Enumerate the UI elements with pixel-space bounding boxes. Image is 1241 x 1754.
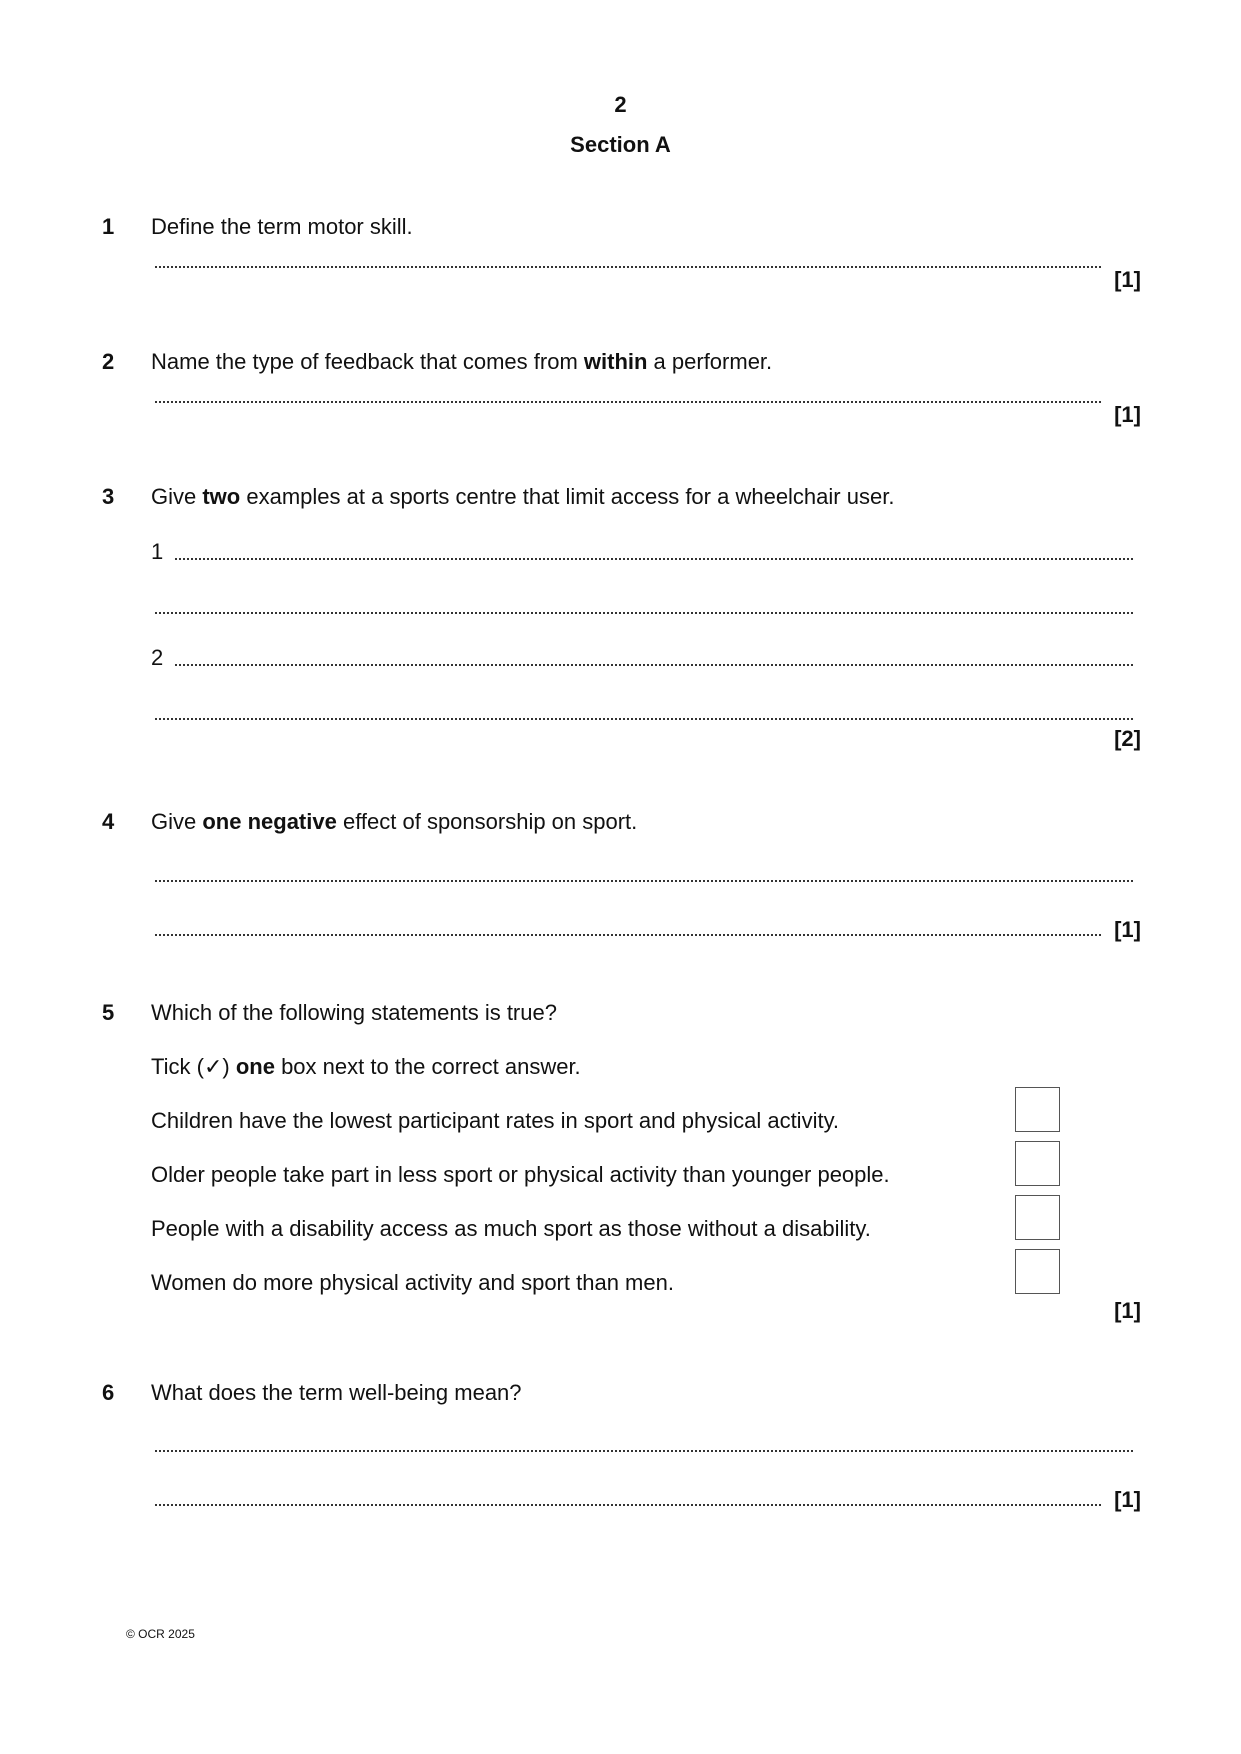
question-1-answer-line[interactable] (155, 266, 1101, 268)
question-5-option-2-checkbox[interactable] (1015, 1141, 1060, 1186)
question-6-text: What does the term well-being mean? (151, 1380, 522, 1405)
question-5-text: Which of the following statements is true? (151, 1000, 557, 1025)
question-3-number: 3 (102, 484, 115, 509)
question-5-option-3: People with a disability access as much sport as those without a disability. (151, 1216, 871, 1241)
question-2-answer-line[interactable] (155, 401, 1101, 403)
question-3-marks: [2] (1114, 726, 1141, 751)
question-1-number: 1 (102, 214, 115, 239)
question-4-answer-line-2[interactable] (155, 934, 1101, 936)
question-3-sub-label-1: 1 (151, 539, 164, 564)
question-1-marks: [1] (1114, 267, 1141, 292)
question-5-option-2: Older people take part in less sport or physical activity than younger people. (151, 1162, 890, 1187)
question-1-text: Define the term motor skill. (151, 214, 413, 239)
question-4-marks: [1] (1114, 917, 1141, 942)
question-6-number: 6 (102, 1380, 115, 1405)
question-3-answer-line-1b[interactable] (155, 612, 1133, 614)
question-3-sub-label-2: 2 (151, 645, 164, 670)
question-5-option-1: Children have the lowest participant rates in sport and physical activity. (151, 1108, 840, 1133)
question-5-option-1-checkbox[interactable] (1015, 1087, 1060, 1132)
question-6-marks: [1] (1114, 1487, 1141, 1512)
page-number: 2 (614, 92, 627, 117)
question-5-option-4-checkbox[interactable] (1015, 1249, 1060, 1294)
question-3-answer-line-1a[interactable] (175, 558, 1133, 560)
question-5-option-4: Women do more physical activity and sport than men. (151, 1270, 674, 1295)
section-title: Section A (570, 132, 671, 157)
question-3-answer-line-2b[interactable] (155, 718, 1133, 720)
question-3-answer-line-2a[interactable] (175, 664, 1133, 666)
question-6-answer-line-1[interactable] (155, 1450, 1133, 1452)
question-2-number: 2 (102, 349, 115, 374)
question-5-option-3-checkbox[interactable] (1015, 1195, 1060, 1240)
footer-copyright: © OCR 2025 (126, 1627, 195, 1641)
question-4-text: Give one negative effect of sponsorship on sport. (151, 809, 638, 834)
question-2-text: Name the type of feedback that comes from within a performer. (151, 349, 773, 374)
question-2-marks: [1] (1114, 402, 1141, 427)
question-5-instruction: Tick (✓) one box next to the correct answer. (151, 1054, 581, 1079)
question-6-answer-line-2[interactable] (155, 1504, 1101, 1506)
question-4-answer-line-1[interactable] (155, 880, 1133, 882)
question-3-text: Give two examples at a sports centre that limit access for a wheelchair user. (151, 484, 895, 509)
question-5-number: 5 (102, 1000, 115, 1025)
question-4-number: 4 (102, 809, 115, 834)
question-5-marks: [1] (1114, 1298, 1141, 1323)
